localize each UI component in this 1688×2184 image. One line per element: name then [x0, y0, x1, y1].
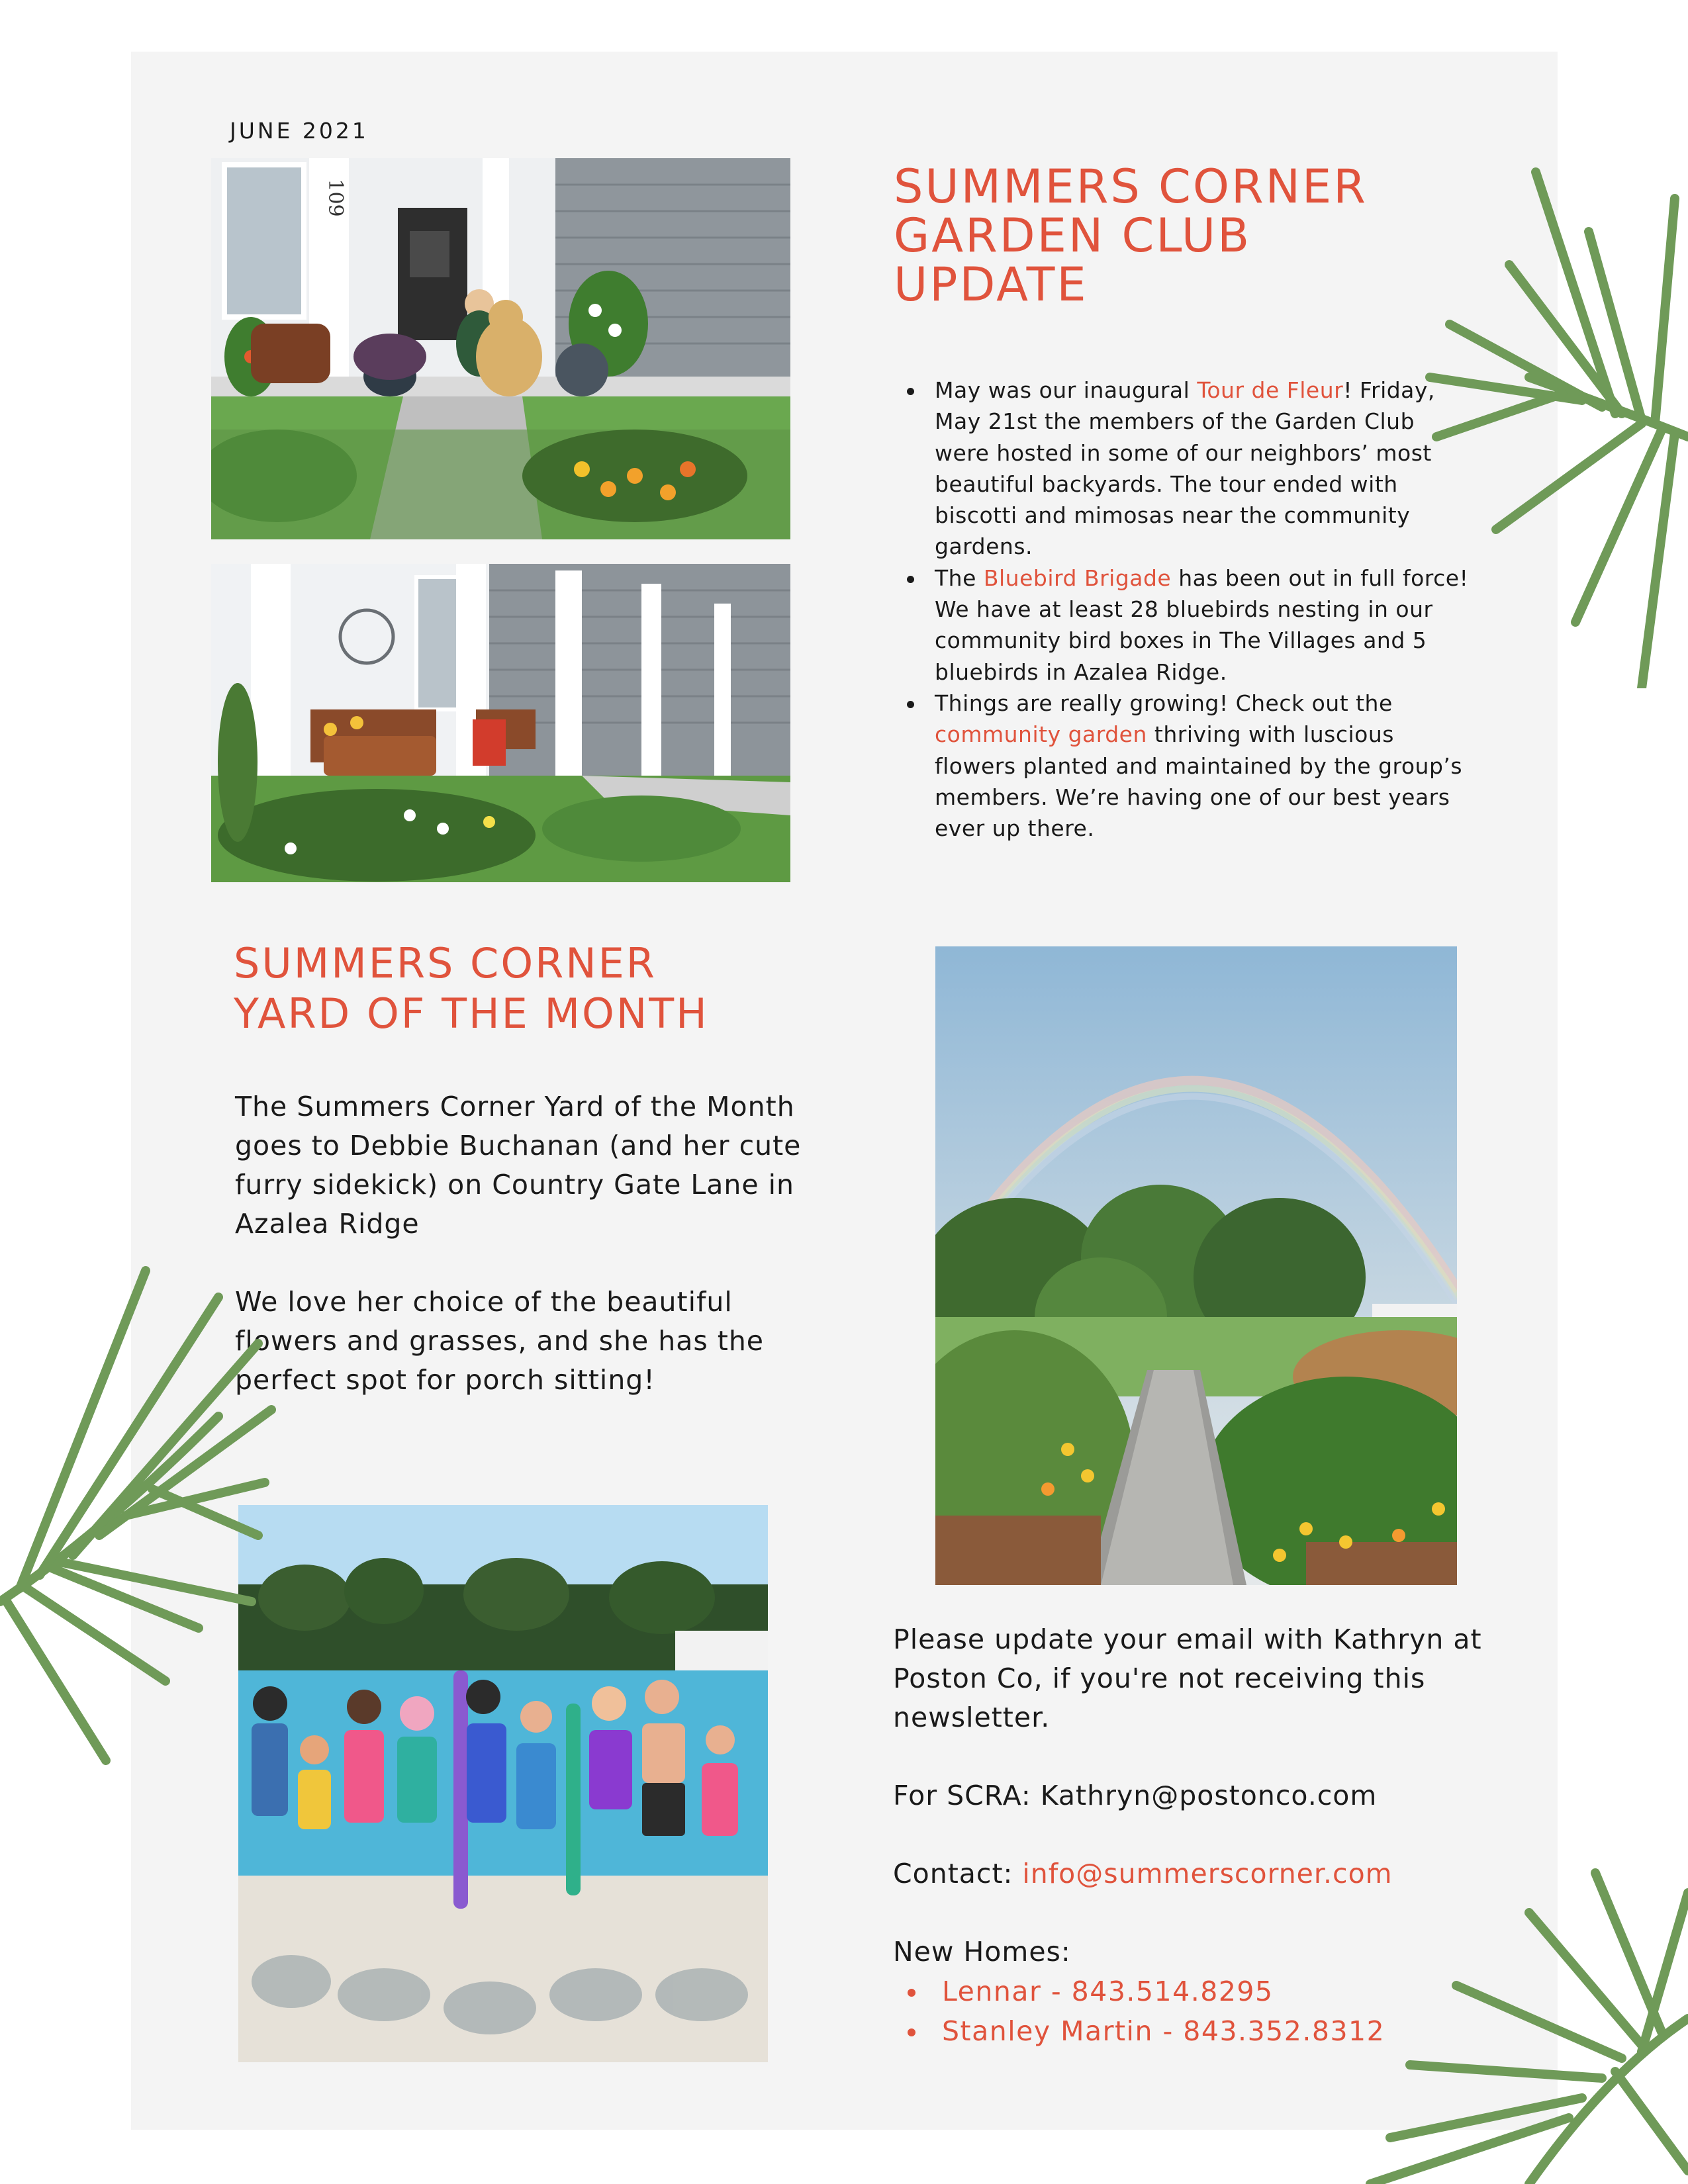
scra-email-text: For SCRA: Kathryn@postonco.com: [893, 1780, 1378, 1811]
porch-number: 109: [324, 179, 347, 217]
update-email-text: Please update your email with Kathryn at Poston Co, if you're not receiving this newsletter.: [893, 1623, 1482, 1733]
yard-of-month-body: [235, 1087, 818, 1439]
porch-photo-dog: [211, 158, 790, 539]
contact-email-link[interactable]: info@summerscorner.com: [1022, 1858, 1393, 1889]
contact-label: Contact:: [893, 1858, 1023, 1889]
community-garden-link[interactable]: community garden: [935, 721, 1147, 748]
bullet-text: Things are really growing! Check out the: [935, 690, 1393, 716]
bullet-text: thriving with luscious flowers planted and maintained by the group’s members. We’re having one of our best years ever up there.: [935, 721, 1463, 842]
palm-leaf-left-icon: [0, 1257, 278, 1774]
garden-club-title-line: GARDEN CLUB: [894, 208, 1252, 263]
garden-club-bullets: [907, 375, 1470, 844]
yard-title-line: YARD OF THE MONTH: [234, 989, 709, 1038]
yard-title-line: SUMMERS CORNER: [234, 939, 657, 987]
yard-paragraph: We love her choice of the beautiful flowers and grasses, and she has the perfect spot for porch sitting!: [235, 1286, 765, 1396]
bluebird-brigade-link[interactable]: Bluebird Brigade: [983, 565, 1172, 591]
palm-leaf-top-right-icon: [1423, 159, 1688, 688]
bullet-item: [907, 688, 1470, 844]
bullet-text: has been out in full force! We have at least 28 bluebirds nesting in our community bird boxes in The Villages and 5 bluebirds in Azalea Ridge.: [935, 565, 1469, 685]
yard-paragraph: The Summers Corner Yard of the Month goes to Debbie Buchanan (and her cute furry sidekick) on Country Gate Lane in Azalea Ridge: [235, 1091, 802, 1240]
new-homes-label: New Homes:: [893, 1936, 1071, 1968]
bullet-text: May was our inaugural: [935, 377, 1197, 403]
palm-leaf-bottom-right-icon: [1331, 1853, 1688, 2184]
rainbow-garden-photo: [935, 946, 1457, 1585]
bullet-item: [907, 563, 1470, 688]
pool-kids-photo: [238, 1505, 768, 2062]
yard-of-month-title: [234, 938, 709, 1039]
issue-date: JUNE 2021: [230, 118, 369, 144]
home-builder-item[interactable]: Stanley Martin - 843.352.8312: [893, 2011, 1489, 2051]
garden-club-title-line: UPDATE: [894, 257, 1088, 312]
tour-de-fleur-link[interactable]: Tour de Fleur: [1197, 377, 1344, 403]
bullet-item: [907, 375, 1470, 563]
porch-photo-benches: [211, 564, 790, 882]
garden-club-title: [894, 159, 1368, 312]
bullet-text: ! Friday, May 21st the members of the Garden Club were hosted in some of our neighbors’ most beautiful backyards. The tour ended with biscotti and mimosas near the community gardens.: [935, 377, 1435, 560]
bullet-text: The: [935, 565, 984, 591]
garden-club-title-line: SUMMERS CORNER: [894, 159, 1368, 214]
home-builder-item[interactable]: Lennar - 843.514.8295: [893, 1972, 1489, 2011]
